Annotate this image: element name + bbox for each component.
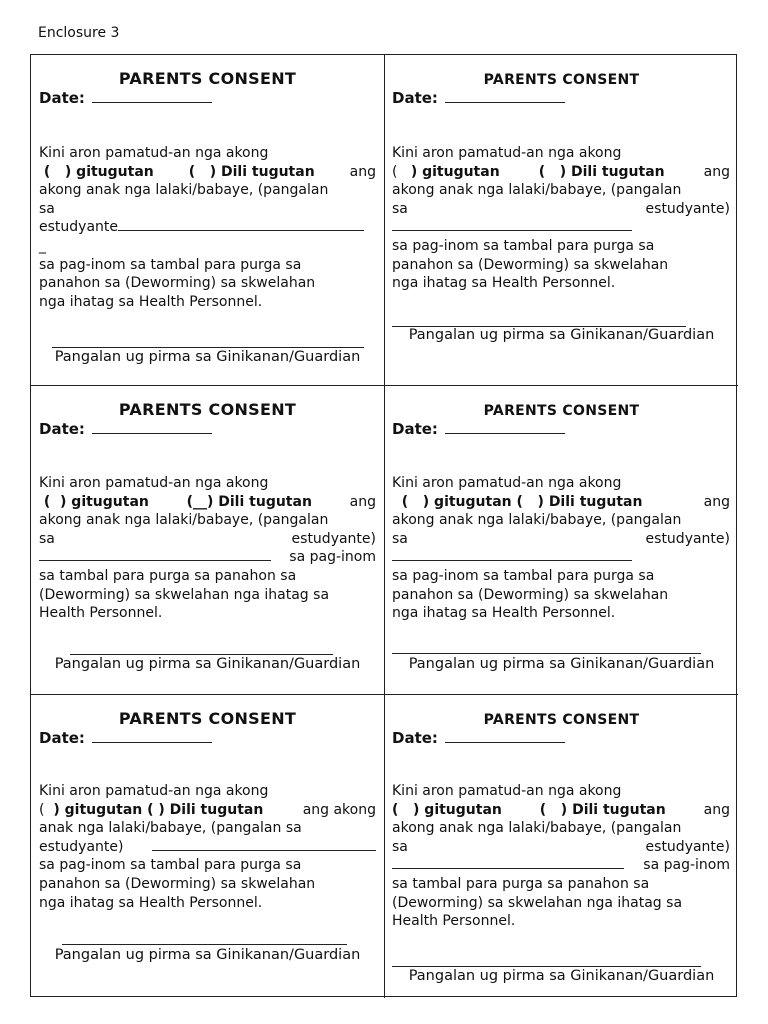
text-fragment: sa pag-inom (643, 857, 730, 874)
consent-card-1 (31, 55, 385, 386)
text-line: akong anak nga lalaki/babaye, (pangalan (392, 820, 682, 837)
consent-card-3 (31, 386, 385, 695)
consent-text: Kini aron pamatud-an nga akong ( ) gitugutan (__) Dili tugutan ang akong anak nga lalaki/babaye, (pangalan sa estudyante) sa pag-inom sa tambal para purga sa panahon sa (Deworming) sa skwelahan nga ihatag sa Health Personnel. (39, 475, 376, 622)
text-line: sa (39, 200, 55, 217)
option-dili-tugutan[interactable]: Dili tugutan (570, 163, 665, 180)
consent-text: Kini aron pamatud-an nga akong ( ) gitugutan ( ) Dili tugutan ang akong anak nga lalaki/babaye, (pangalan sa estudyante) sa pag-inom sa tambal para purga sa panahon sa (Deworming) sa skwelahan nga ihatag sa Health Personnel. (392, 783, 730, 930)
signature-label: Pangalan ug pirma sa Ginikanan/Guardian (408, 327, 715, 343)
date-blank[interactable] (445, 421, 565, 434)
date-field (39, 420, 212, 438)
student-name-blank[interactable] (392, 218, 632, 231)
text-line: Health Personnel. (39, 605, 163, 622)
consent-card-6 (385, 695, 738, 998)
option-gitugutan[interactable]: gitugutan (64, 801, 143, 818)
option-dili-tugutan[interactable]: Dili tugutan (572, 801, 666, 818)
text-line: akong anak nga lalaki/babaye, (pangalan (392, 512, 682, 529)
text-fragment: sa (392, 838, 408, 855)
date-blank[interactable] (445, 730, 565, 743)
date-field (392, 420, 565, 438)
date-blank[interactable] (92, 90, 212, 103)
student-name-blank[interactable] (118, 218, 364, 231)
consent-text: Kini aron pamatud-an nga akong ( ) gitugutan ( ) Dili tugutan ang akong anak nga lalaki/babaye, (pangalan sa estudyante) sa pag-inom sa tambal para purga sa panahon sa (Deworming) sa skwelahan nga ihatag sa Health Personnel. (392, 475, 730, 622)
intro-line: Kini aron pamatud-an nga akong (39, 783, 269, 799)
signature-line[interactable] (392, 653, 701, 654)
consent-text: Kini aron pamatud-an nga akong ( ) gitugutan ( ) Dili tugutan ang akong anak nga lalaki/babaye, (pangalan sa estudyante) sa pag-inom sa tambal para purga sa panahon sa (Deworming) sa skwelahan nga ihatag sa Health Personnel. (39, 783, 376, 911)
option-gitugutan[interactable]: gitugutan ( (434, 493, 523, 510)
date-label: Date: (39, 729, 85, 747)
date-blank[interactable] (445, 90, 565, 103)
consent-card-2 (385, 55, 738, 386)
text-fragment: ang (703, 493, 730, 510)
text-fragment: ang (703, 801, 730, 818)
text-line: akong anak nga lalaki/babaye, (pangalan (39, 182, 329, 199)
option-gitugutan[interactable]: gitugutan (76, 163, 154, 180)
text-fragment: estudyante) (645, 530, 730, 547)
text-line: panahon sa (Deworming) sa skwelahan (392, 586, 669, 603)
card-title: PARENTS CONSENT (118, 709, 297, 728)
date-label: Date: (392, 729, 438, 747)
intro-line: Kini aron pamatud-an nga akong (392, 783, 622, 799)
text-line: anak nga lalaki/babaye, (pangalan sa (39, 820, 302, 837)
text-line: Health Personnel. (392, 913, 516, 930)
text-fragment: ang akong (302, 801, 376, 818)
consent-form-grid (30, 54, 737, 997)
text-line: akong anak nga lalaki/babaye, (pangalan (39, 512, 329, 529)
text-fragment: ang (349, 163, 376, 180)
intro-line: Kini aron pamatud-an nga akong (39, 475, 269, 491)
date-blank[interactable] (92, 730, 212, 743)
signature-label: Pangalan ug pirma sa Ginikanan/Guardian (408, 656, 715, 672)
text-line: sa pag-inom sa tambal para purga sa (392, 237, 655, 254)
card-title: PARENTS CONSENT (483, 403, 640, 419)
option-dili-tugutan[interactable]: Dili tugutan (221, 163, 315, 180)
date-label: Date: (392, 89, 438, 107)
date-field (392, 729, 565, 747)
text-line: sa tambal para purga sa panahon sa (392, 875, 650, 892)
text-line: sa pag-inom sa tambal para purga sa (39, 857, 302, 874)
card-title: PARENTS CONSENT (118, 69, 297, 88)
text-line: nga ihatag sa Health Personnel. (39, 293, 263, 310)
student-name-blank[interactable] (39, 548, 271, 561)
text-fragment: ang (703, 163, 730, 180)
date-blank[interactable] (92, 421, 212, 434)
date-label: Date: (39, 89, 85, 107)
text-fragment: estudyante) (645, 200, 730, 217)
text-line: (Deworming) sa skwelahan nga ihatag sa (39, 586, 330, 603)
option-gitugutan[interactable]: gitugutan (71, 493, 149, 510)
text-line: nga ihatag sa Health Personnel. (392, 605, 616, 622)
option-gitugutan[interactable]: gitugutan (422, 163, 500, 180)
text-fragment: sa pag-inom (289, 549, 376, 566)
consent-text: Kini aron pamatud-an nga akong ( ) gitugutan ( ) Dili tugutan ang akong anak nga lalaki/babaye, (pangalan sa estudyante) sa pag-inom sa tambal para purga sa panahon sa (Deworming) sa skwelahan nga ihatag sa Health Personnel. (392, 145, 730, 292)
signature-label: Pangalan ug pirma sa Ginikanan/Guardian (54, 947, 361, 963)
text-line: _ (39, 237, 46, 254)
student-name-blank[interactable] (392, 856, 624, 869)
signature-label: Pangalan ug pirma sa Ginikanan/Guardian (54, 349, 361, 365)
text-fragment: estudyante) (291, 530, 376, 547)
text-line: panahon sa (Deworming) sa skwelahan (39, 875, 316, 892)
signature-line[interactable] (70, 654, 333, 655)
text-line: akong anak nga lalaki/babaye, (pangalan (392, 182, 682, 199)
text-fragment: sa (392, 200, 408, 217)
text-line: sa tambal para purga sa panahon sa (39, 567, 297, 584)
text-fragment: estudyante) (39, 838, 124, 855)
text-fragment: ang (349, 493, 376, 510)
student-name-blank[interactable] (152, 838, 376, 851)
option-dili-tugutan[interactable]: Dili tugutan (548, 493, 643, 510)
intro-line: Kini aron pamatud-an nga akong (392, 475, 622, 491)
option-gitugutan[interactable]: gitugutan (424, 801, 502, 818)
date-label: Date: (392, 420, 438, 438)
text-line: nga ihatag sa Health Personnel. (39, 894, 263, 911)
consent-card-4 (385, 386, 738, 695)
card-title: PARENTS CONSENT (483, 712, 640, 728)
text-fragment: sa (39, 530, 55, 547)
intro-line: Kini aron pamatud-an nga akong (39, 145, 269, 161)
text-line: sa pag-inom sa tambal para purga sa (392, 567, 655, 584)
text-line: sa pag-inom sa tambal para purga sa (39, 256, 302, 273)
signature-label: Pangalan ug pirma sa Ginikanan/Guardian (408, 968, 715, 984)
date-field (39, 89, 212, 107)
option-dili-tugutan[interactable]: Dili tugutan (218, 493, 312, 510)
enclosure-label: Enclosure 3 (38, 25, 120, 41)
date-label: Date: (39, 420, 85, 438)
signature-label: Pangalan ug pirma sa Ginikanan/Guardian (54, 656, 361, 672)
intro-line: Kini aron pamatud-an nga akong (392, 145, 622, 161)
text-fragment: estudyante) (645, 838, 730, 855)
signature-line[interactable] (52, 347, 364, 348)
card-title: PARENTS CONSENT (118, 400, 297, 419)
signature-line[interactable] (392, 966, 701, 967)
card-title: PARENTS CONSENT (483, 72, 640, 88)
date-field (392, 89, 565, 107)
student-name-blank[interactable] (392, 548, 632, 561)
text-line: (Deworming) sa skwelahan nga ihatag sa (392, 894, 683, 911)
consent-text: Kini aron pamatud-an nga akong ( ) gitugutan ( ) Dili tugutan ang akong anak nga lalaki/babaye, (pangalan sa estudyante _ sa pag-inom sa tambal para purga sa panahon sa (Deworming) sa skwelahan nga ihatag sa Health Personnel. (39, 145, 376, 310)
date-field (39, 729, 212, 747)
option-dili-tugutan[interactable]: Dili tugutan (169, 801, 264, 818)
text-fragment: sa (392, 530, 408, 547)
text-fragment: estudyante (39, 219, 118, 236)
text-line: nga ihatag sa Health Personnel. (392, 275, 616, 292)
consent-card-5 (31, 695, 385, 998)
signature-line[interactable] (62, 944, 347, 945)
text-line: panahon sa (Deworming) sa skwelahan (392, 256, 669, 273)
text-line: panahon sa (Deworming) sa skwelahan (39, 275, 316, 292)
